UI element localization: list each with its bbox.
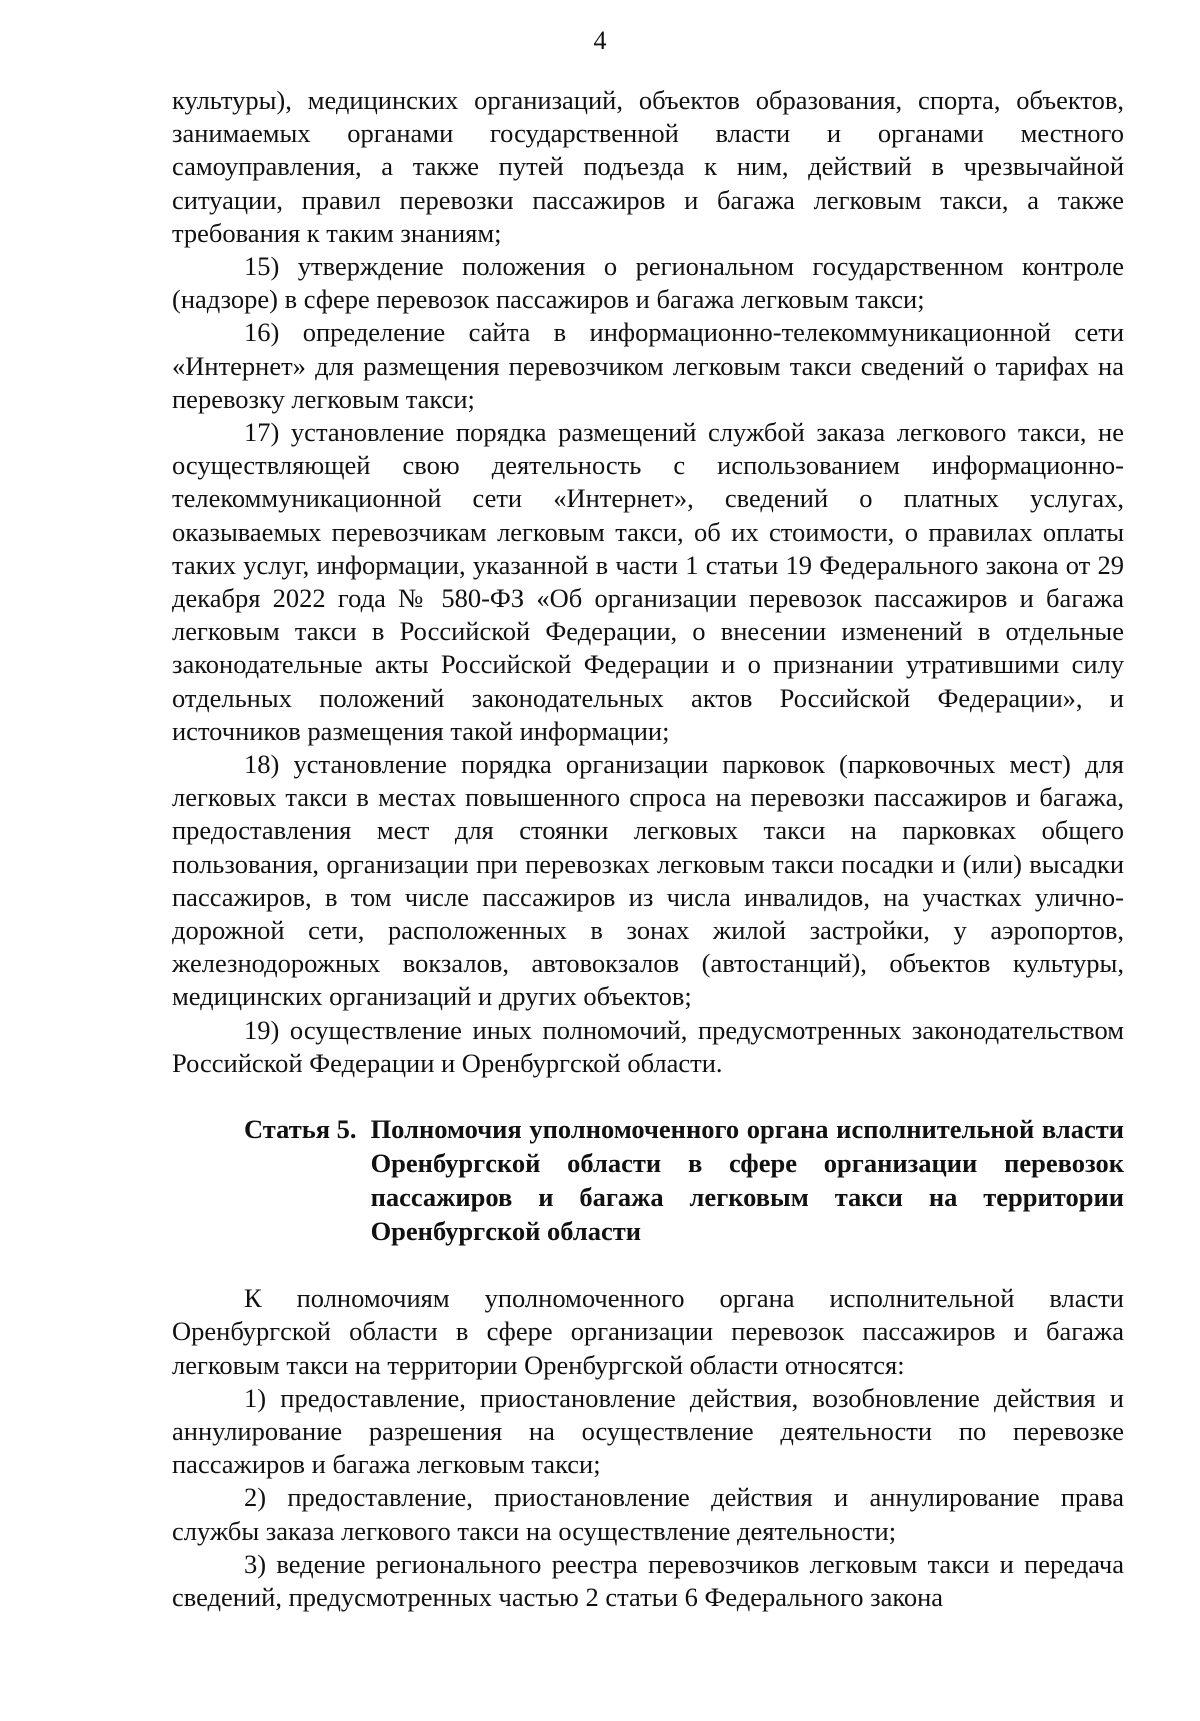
paragraph-item-15: 15) утверждение положения о региональном государственном контроле (надзоре) в сфере перевозок пассажиров и багажа легковым такси;	[172, 251, 1124, 315]
paragraph-item-16: 16) определение сайта в информационно-телекоммуникационной сети «Интернет» для размещения перевозчиком легковым такси сведений о тарифах на перевозку легковым такси;	[172, 317, 1124, 414]
article-number: Статья 5.	[244, 1114, 357, 1145]
paragraph-item-17: 17) установление порядка размещений службой заказа легкового такси, не осуществляющей свою деятельность с использованием информационно-телекоммуникационной сети «Интернет», сведений о платных услугах, оказываемых перевозчикам легковым такси, об их стоимости, о правилах оплаты таких услуг, информации, указанной в части 1 статьи 19 Федерального закона от 29 декабря 2022 года № 580-ФЗ «Об организации перевозок пассажиров и багажа легковым такси в Российской Федерации, о внесении изменений в отдельные законодательные акты Российской Федерации и о признании утратившими силу отдельных положений законодательных актов Российской Федерации», и источников размещения такой информации;	[172, 417, 1124, 746]
paragraph-item-19: 19) осуществление иных полномочий, предусмотренных законодательством Российской Федерации и Оренбургской области.	[172, 1014, 1124, 1078]
page-number: 4	[593, 26, 607, 55]
article-heading	[172, 1112, 1124, 1248]
paragraph-item-2: 2) предоставление, приостановление действия и аннулирование права службы заказа легкового такси на осуществление деятельности;	[172, 1482, 1124, 1546]
article-title: Полномочия уполномоченного органа исполнительной власти Оренбургской области в сфере организации перевозок пассажиров и багажа легковым такси на территории Оренбургской области	[370, 1114, 1124, 1247]
paragraph-continuation: культуры), медицинских организаций, объектов образования, спорта, объектов, занимаемых органами государственной власти и органами местного самоуправления, а также путей подъезда к ним, действий в чрезвычайной ситуации, правил перевозки пассажиров и багажа легковым такси, а также требования к таким знаниям;	[172, 85, 1124, 248]
paragraph-item-18: 18) установление порядка организации парковок (парковочных мест) для легковых такси в местах повышенного спроса на перевозки пассажиров и багажа, предоставления мест для стоянки легковых такси на парковках общего пользования, организации при перевозках легковым такси посадки и (или) высадки пассажиров, в том числе пассажиров из числа инвалидов, на участках улично-дорожной сети, расположенных в зонах жилой застройки, у аэропортов, железнодорожных вокзалов, автовокзалов (автостанций), объектов культуры, медицинских организаций и других объектов;	[172, 749, 1124, 1012]
paragraph-item-1: 1) предоставление, приостановление действия, возобновление действия и аннулирование разрешения на осуществление деятельности по перевозке пассажиров и багажа легковым такси;	[172, 1382, 1124, 1480]
document-body	[172, 84, 1124, 1614]
paragraph-item-3: 3) ведение регионального реестра перевозчиков легковым такси и передача сведений, предусмотренных частью 2 статьи 6 Федерального закона	[172, 1548, 1124, 1612]
paragraph-article-intro: К полномочиям уполномоченного органа исполнительной власти Оренбургской области в сфере организации перевозок пассажиров и багажа легковым такси на территории Оренбургской области относятся:	[172, 1283, 1124, 1380]
